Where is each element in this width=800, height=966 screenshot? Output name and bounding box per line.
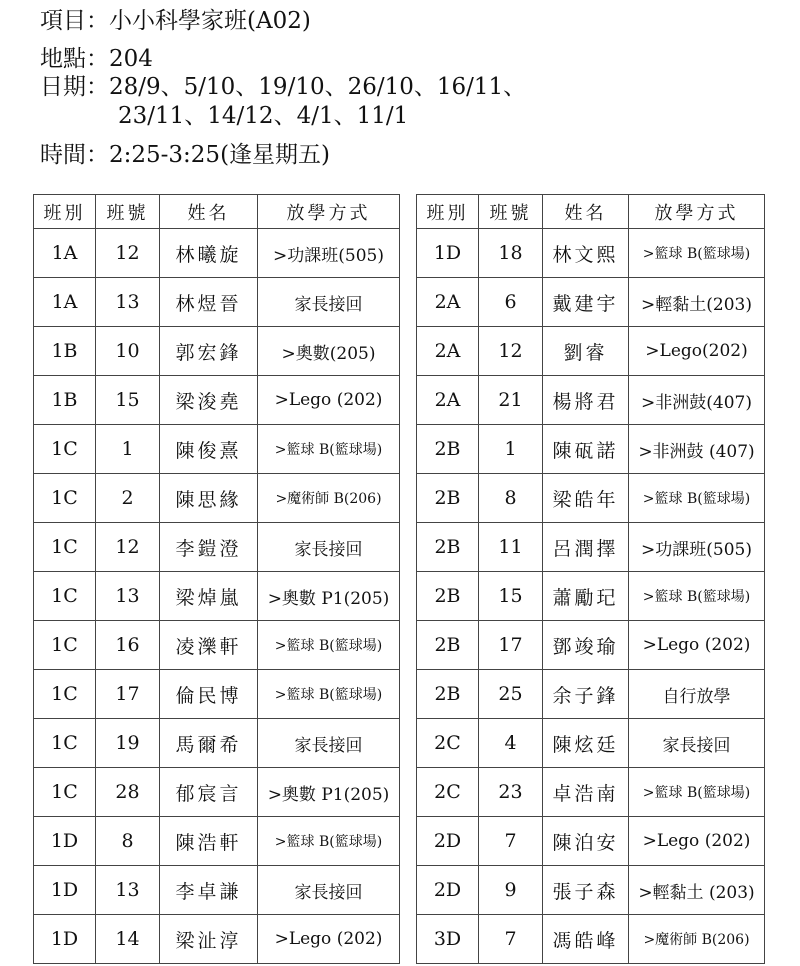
number-cell: 2 [96,474,160,523]
class-cell: 1D [417,229,479,278]
name-cell: 劉睿 [543,327,629,376]
project-title: 項目：小小科學家班(A02) [40,8,311,34]
table-row [34,474,400,523]
class-cell: 1C [34,523,96,572]
dismissal-method-cell: >奧數 P1(205) [258,572,400,621]
class-cell: 2B [417,670,479,719]
name-cell: 梁沚淳 [160,915,258,964]
number-cell: 15 [479,572,543,621]
table-row [417,670,765,719]
class-cell: 2B [417,572,479,621]
name-cell: 林文熙 [543,229,629,278]
name-cell: 郁宸言 [160,768,258,817]
table-row [417,866,765,915]
number-cell: 12 [479,327,543,376]
column-header-number: 班號 [479,195,543,229]
time-line: 時間：2:25-3:25(逢星期五) [40,142,331,168]
dismissal-method-cell: 自行放學 [629,670,765,719]
dismissal-method-cell: >魔術師 B(206) [629,915,765,964]
class-cell: 2A [417,376,479,425]
dismissal-method-cell: >籃球 B(籃球場) [629,572,765,621]
table-row [417,474,765,523]
number-cell: 8 [479,474,543,523]
number-cell: 25 [479,670,543,719]
dismissal-method-cell: >輕黏土(203) [629,278,765,327]
number-cell: 12 [96,229,160,278]
dismissal-method-cell: >奧數(205) [258,327,400,376]
number-cell: 12 [96,523,160,572]
dismissal-method-cell: 家長接回 [258,278,400,327]
dismissal-method-cell: >籃球 B(籃球場) [258,621,400,670]
number-cell: 17 [479,621,543,670]
table-row [417,915,765,964]
number-cell: 21 [479,376,543,425]
column-header-class: 班別 [417,195,479,229]
table-row [417,376,765,425]
name-cell: 鄧竣瑜 [543,621,629,670]
name-cell: 梁皓年 [543,474,629,523]
class-cell: 1A [34,278,96,327]
dismissal-method-cell: >籃球 B(籃球場) [258,670,400,719]
class-cell: 1C [34,719,96,768]
number-cell: 16 [96,621,160,670]
table-row [34,866,400,915]
number-cell: 11 [479,523,543,572]
class-cell: 2C [417,719,479,768]
class-cell: 1C [34,621,96,670]
class-cell: 1D [34,866,96,915]
table-row [34,327,400,376]
number-cell: 7 [479,817,543,866]
name-cell: 呂潤擇 [543,523,629,572]
table-row [34,915,400,964]
class-cell: 2A [417,278,479,327]
name-cell: 蕭勵玘 [543,572,629,621]
table-row [417,817,765,866]
table-row [417,719,765,768]
name-cell: 戴建宇 [543,278,629,327]
number-cell: 9 [479,866,543,915]
class-cell: 1A [34,229,96,278]
name-cell: 梁浚堯 [160,376,258,425]
dismissal-method-cell: >Lego (202) [629,621,765,670]
table-row [417,523,765,572]
location-line: 地點：204 [40,46,153,72]
class-cell: 2B [417,425,479,474]
number-cell: 23 [479,768,543,817]
name-cell: 倫民博 [160,670,258,719]
dismissal-method-cell: 家長接回 [258,719,400,768]
name-cell: 梁焯嵐 [160,572,258,621]
number-cell: 13 [96,866,160,915]
number-cell: 19 [96,719,160,768]
number-cell: 7 [479,915,543,964]
class-cell: 1C [34,768,96,817]
name-cell: 卓浩南 [543,768,629,817]
dismissal-method-cell: 家長接回 [258,866,400,915]
number-cell: 4 [479,719,543,768]
table-row [34,229,400,278]
class-cell: 2B [417,621,479,670]
table-row [34,719,400,768]
name-cell: 陳泊安 [543,817,629,866]
dismissal-method-cell: >籃球 B(籃球場) [629,474,765,523]
table-row [417,572,765,621]
number-cell: 18 [479,229,543,278]
name-cell: 凌濼軒 [160,621,258,670]
number-cell: 8 [96,817,160,866]
class-cell: 1C [34,474,96,523]
dismissal-method-cell: 家長接回 [258,523,400,572]
class-cell: 1C [34,425,96,474]
table-row [34,572,400,621]
column-header-name: 姓名 [160,195,258,229]
number-cell: 13 [96,278,160,327]
column-header-class: 班別 [34,195,96,229]
header-row [417,195,765,229]
name-cell: 馮皓峰 [543,915,629,964]
name-cell: 馬爾希 [160,719,258,768]
name-cell: 李卓謙 [160,866,258,915]
name-cell: 陳砙諾 [543,425,629,474]
dismissal-method-cell: 家長接回 [629,719,765,768]
column-header-number: 班號 [96,195,160,229]
student-table-left [33,194,400,964]
table-row [417,327,765,376]
dismissal-method-cell: >Lego (202) [258,376,400,425]
name-cell: 郭宏鋒 [160,327,258,376]
dismissal-method-cell: >非洲鼓(407) [629,376,765,425]
dismissal-method-cell: >輕黏土 (203) [629,866,765,915]
class-cell: 1B [34,376,96,425]
name-cell: 余子鋒 [543,670,629,719]
name-cell: 張子森 [543,866,629,915]
dismissal-method-cell: >功課班(505) [258,229,400,278]
dismissal-method-cell: >Lego (202) [258,915,400,964]
name-cell: 林煜晉 [160,278,258,327]
dates-line-1: 日期：28/9、5/10、19/10、26/10、16/11、 [40,74,527,100]
student-table-right [416,194,765,964]
class-cell: 2D [417,866,479,915]
dismissal-method-cell: >魔術師 B(206) [258,474,400,523]
table-row [34,670,400,719]
name-cell: 李鎧澄 [160,523,258,572]
number-cell: 1 [479,425,543,474]
number-cell: 28 [96,768,160,817]
class-cell: 1C [34,572,96,621]
table-row [34,768,400,817]
table-row [34,817,400,866]
class-cell: 1B [34,327,96,376]
header-row [34,195,400,229]
table-row [417,425,765,474]
dismissal-method-cell: >籃球 B(籃球場) [258,817,400,866]
number-cell: 10 [96,327,160,376]
dismissal-method-cell: >非洲鼓 (407) [629,425,765,474]
class-cell: 2D [417,817,479,866]
dismissal-method-cell: >籃球 B(籃球場) [629,768,765,817]
table-row [417,278,765,327]
name-cell: 陳思緣 [160,474,258,523]
class-cell: 2B [417,523,479,572]
class-cell: 2A [417,327,479,376]
number-cell: 15 [96,376,160,425]
table-row [34,425,400,474]
number-cell: 14 [96,915,160,964]
name-cell: 陳炫廷 [543,719,629,768]
dismissal-method-cell: >籃球 B(籃球場) [258,425,400,474]
number-cell: 6 [479,278,543,327]
class-cell: 3D [417,915,479,964]
table-row [417,621,765,670]
table-row [34,621,400,670]
number-cell: 17 [96,670,160,719]
number-cell: 13 [96,572,160,621]
number-cell: 1 [96,425,160,474]
class-cell: 2C [417,768,479,817]
table-row [417,768,765,817]
column-header-dismissal: 放學方式 [258,195,400,229]
name-cell: 陳俊熹 [160,425,258,474]
table-row [34,523,400,572]
dismissal-method-cell: >籃球 B(籃球場) [629,229,765,278]
dates-line-2: 23/11、14/12、4/1、11/1 [118,103,409,129]
name-cell: 楊將君 [543,376,629,425]
class-cell: 1D [34,817,96,866]
table-row [34,376,400,425]
name-cell: 林曦旋 [160,229,258,278]
column-header-name: 姓名 [543,195,629,229]
column-header-dismissal: 放學方式 [629,195,765,229]
table-row [34,278,400,327]
dismissal-method-cell: >奧數 P1(205) [258,768,400,817]
class-cell: 1D [34,915,96,964]
name-cell: 陳浩軒 [160,817,258,866]
dismissal-method-cell: >Lego(202) [629,327,765,376]
class-cell: 2B [417,474,479,523]
class-cell: 1C [34,670,96,719]
dismissal-method-cell: >功課班(505) [629,523,765,572]
dismissal-method-cell: >Lego (202) [629,817,765,866]
table-row [417,229,765,278]
